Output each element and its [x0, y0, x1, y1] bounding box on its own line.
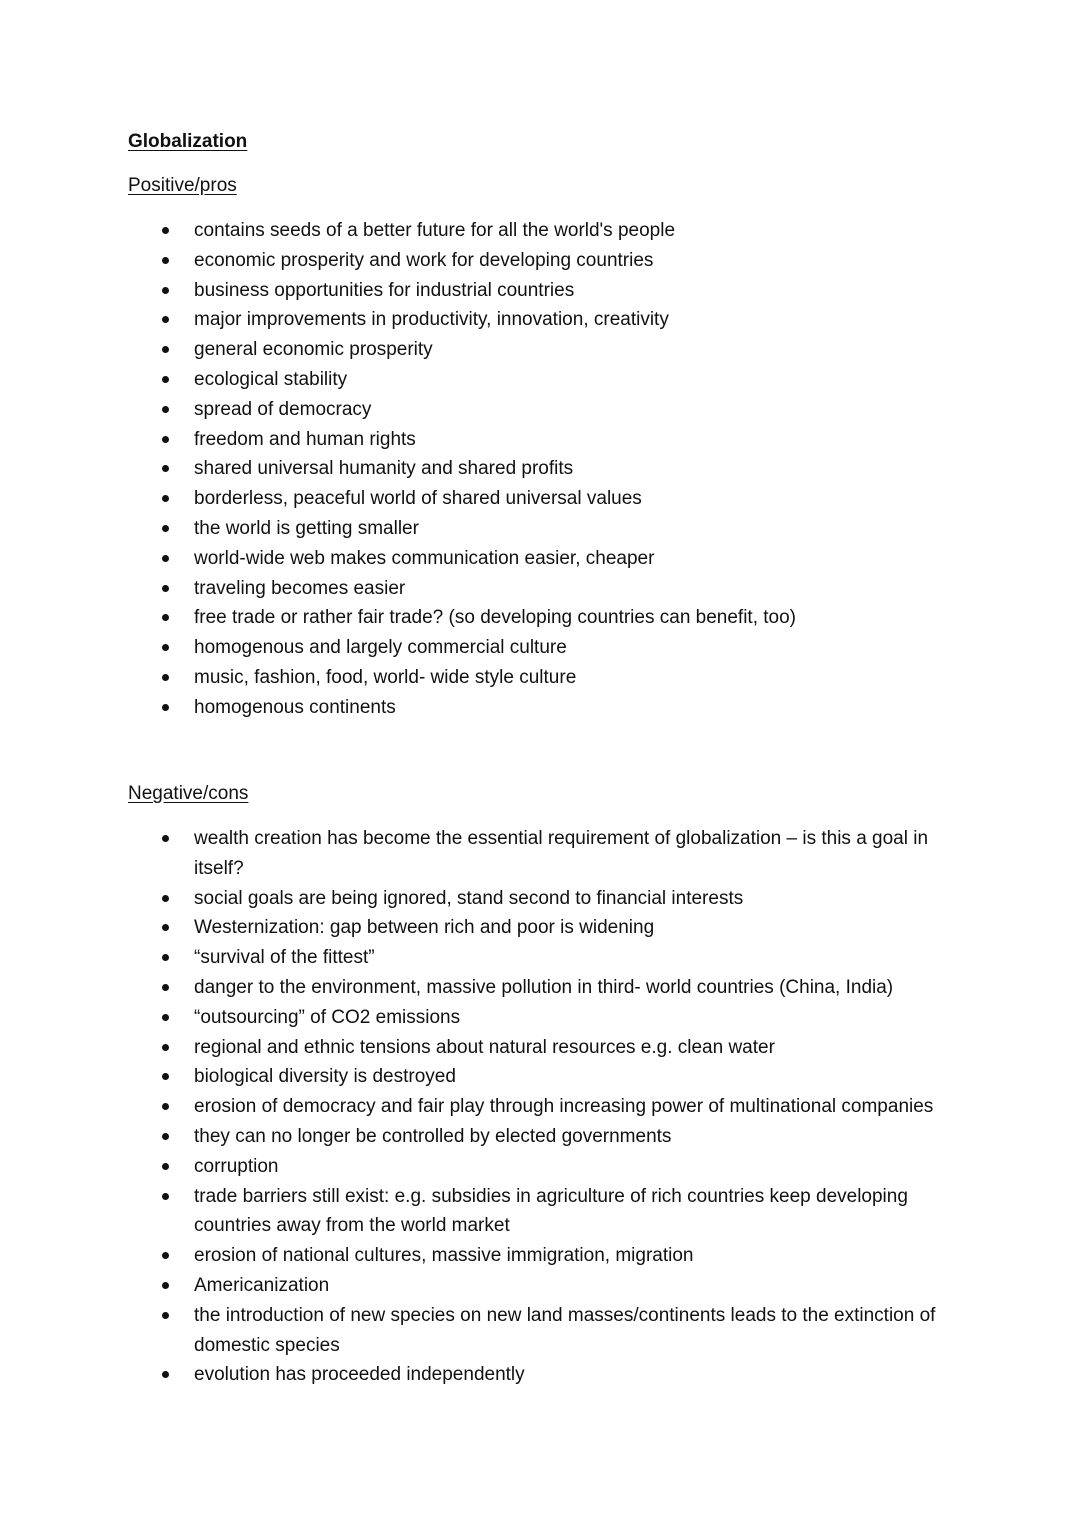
list-item [0, 365, 1080, 395]
list-item-text: erosion of national cultures, massive immigration, migration [194, 1245, 694, 1267]
list-item-text: music, fashion, food, world- wide style culture [194, 666, 577, 688]
list-item [0, 1033, 1080, 1063]
list-item [0, 574, 1080, 604]
list-item-text: Westernization: gap between rich and poor is widening [194, 917, 655, 939]
list-item [0, 454, 1080, 484]
list-item [0, 305, 1080, 335]
list-item-text: trade barriers still exist: e.g. subsidies in agriculture of rich countries keep developing countries away from the world market [194, 1185, 908, 1237]
list-item-text: they can no longer be controlled by elected governments [194, 1125, 672, 1147]
list-item [0, 884, 1080, 914]
list-item-text: general economic prosperity [194, 339, 433, 361]
bullet-icon [162, 1163, 169, 1170]
pros-heading: Positive/pros [128, 175, 237, 196]
list-item [0, 514, 1080, 544]
list-item-text: business opportunities for industrial countries [194, 279, 575, 301]
bullet-icon [162, 406, 169, 413]
list-item [0, 1092, 1080, 1122]
list-item-text: world-wide web makes communication easier, cheaper [194, 547, 655, 569]
bullet-icon [162, 1133, 169, 1140]
list-item [0, 1003, 1080, 1033]
list-item-text: danger to the environment, massive pollution in third- world countries (China, India) [194, 976, 894, 998]
bullet-icon [162, 924, 169, 931]
list-item-text: biological diversity is destroyed [194, 1066, 456, 1088]
list-item-text: borderless, peaceful world of shared universal values [194, 488, 642, 510]
list-item [0, 335, 1080, 365]
list-item-text: homogenous and largely commercial culture [194, 637, 567, 659]
list-item [0, 943, 1080, 973]
list-item-text: wealth creation has become the essential requirement of globalization – is this a goal in itself? [194, 828, 929, 879]
bullet-icon [162, 555, 169, 562]
bullet-icon [162, 835, 169, 842]
list-item [0, 824, 1080, 884]
list-item [0, 246, 1080, 276]
list-item [0, 1241, 1080, 1271]
bullet-icon [162, 984, 169, 991]
list-item [0, 425, 1080, 455]
bullet-icon [162, 674, 169, 681]
bullet-icon [162, 436, 169, 443]
list-item-text: “outsourcing” of CO2 emissions [194, 1006, 461, 1028]
list-item-text: homogenous continents [194, 696, 396, 718]
list-item [0, 1152, 1080, 1182]
list-item [0, 603, 1080, 633]
bullet-icon [162, 954, 169, 961]
list-item-text: “survival of the fittest” [194, 947, 375, 969]
list-item [0, 216, 1080, 246]
list-item [0, 395, 1080, 425]
bullet-icon [162, 704, 169, 711]
list-item-text: freedom and human rights [194, 428, 416, 450]
bullet-icon [162, 287, 169, 294]
bullet-icon [162, 525, 169, 532]
bullet-icon [162, 346, 169, 353]
cons-heading: Negative/cons [128, 783, 249, 804]
list-item-text: evolution has proceeded independently [194, 1364, 525, 1386]
bullet-icon [162, 495, 169, 502]
bullet-icon [162, 257, 169, 264]
bullet-icon [162, 1252, 169, 1259]
list-item [0, 913, 1080, 943]
bullet-icon [162, 227, 169, 234]
list-item [0, 544, 1080, 574]
bullet-icon [162, 376, 169, 383]
list-item [0, 1360, 1080, 1390]
list-item-text: the world is getting smaller [194, 517, 419, 539]
bullet-icon [162, 1103, 169, 1110]
bullet-icon [162, 644, 169, 651]
bullet-icon [162, 614, 169, 621]
list-item-text: spread of democracy [194, 398, 372, 420]
bullet-icon [162, 895, 169, 902]
bullet-icon [162, 585, 169, 592]
bullet-icon [162, 465, 169, 472]
list-item [0, 1122, 1080, 1152]
list-item-text: economic prosperity and work for developing countries [194, 249, 654, 271]
bullet-icon [162, 1073, 169, 1080]
list-item-text: corruption [194, 1155, 279, 1177]
list-item-text: traveling becomes easier [194, 577, 406, 599]
pros-list [0, 216, 1080, 723]
list-item-text: free trade or rather fair trade? (so developing countries can benefit, too) [194, 607, 797, 629]
list-item [0, 1182, 1080, 1242]
list-item [0, 276, 1080, 306]
list-item-text: Americanization [194, 1274, 330, 1296]
bullet-icon [162, 1312, 169, 1319]
list-item [0, 1062, 1080, 1092]
list-item-text: the introduction of new species on new land masses/continents leads to the extinction of domestic species [194, 1304, 936, 1356]
document-title: Globalization [128, 131, 248, 152]
list-item-text: major improvements in productivity, innovation, creativity [194, 309, 669, 331]
list-item [0, 693, 1080, 723]
list-item [0, 1271, 1080, 1301]
bullet-icon [162, 1371, 169, 1378]
bullet-icon [162, 1193, 169, 1200]
list-item-text: regional and ethnic tensions about natural resources e.g. clean water [194, 1036, 775, 1058]
list-item [0, 484, 1080, 514]
bullet-icon [162, 316, 169, 323]
list-item-text: ecological stability [194, 368, 348, 390]
bullet-icon [162, 1014, 169, 1021]
list-item [0, 663, 1080, 693]
cons-list [0, 824, 1080, 1390]
list-item-text: contains seeds of a better future for all the world's people [194, 220, 676, 241]
list-item-text: social goals are being ignored, stand second to financial interests [194, 887, 744, 909]
list-item [0, 1301, 1080, 1361]
list-item-text: shared universal humanity and shared profits [194, 458, 574, 480]
list-item [0, 973, 1080, 1003]
list-item [0, 633, 1080, 663]
list-item-text: erosion of democracy and fair play through increasing power of multinational companies [194, 1096, 934, 1118]
bullet-icon [162, 1282, 169, 1289]
bullet-icon [162, 1044, 169, 1051]
